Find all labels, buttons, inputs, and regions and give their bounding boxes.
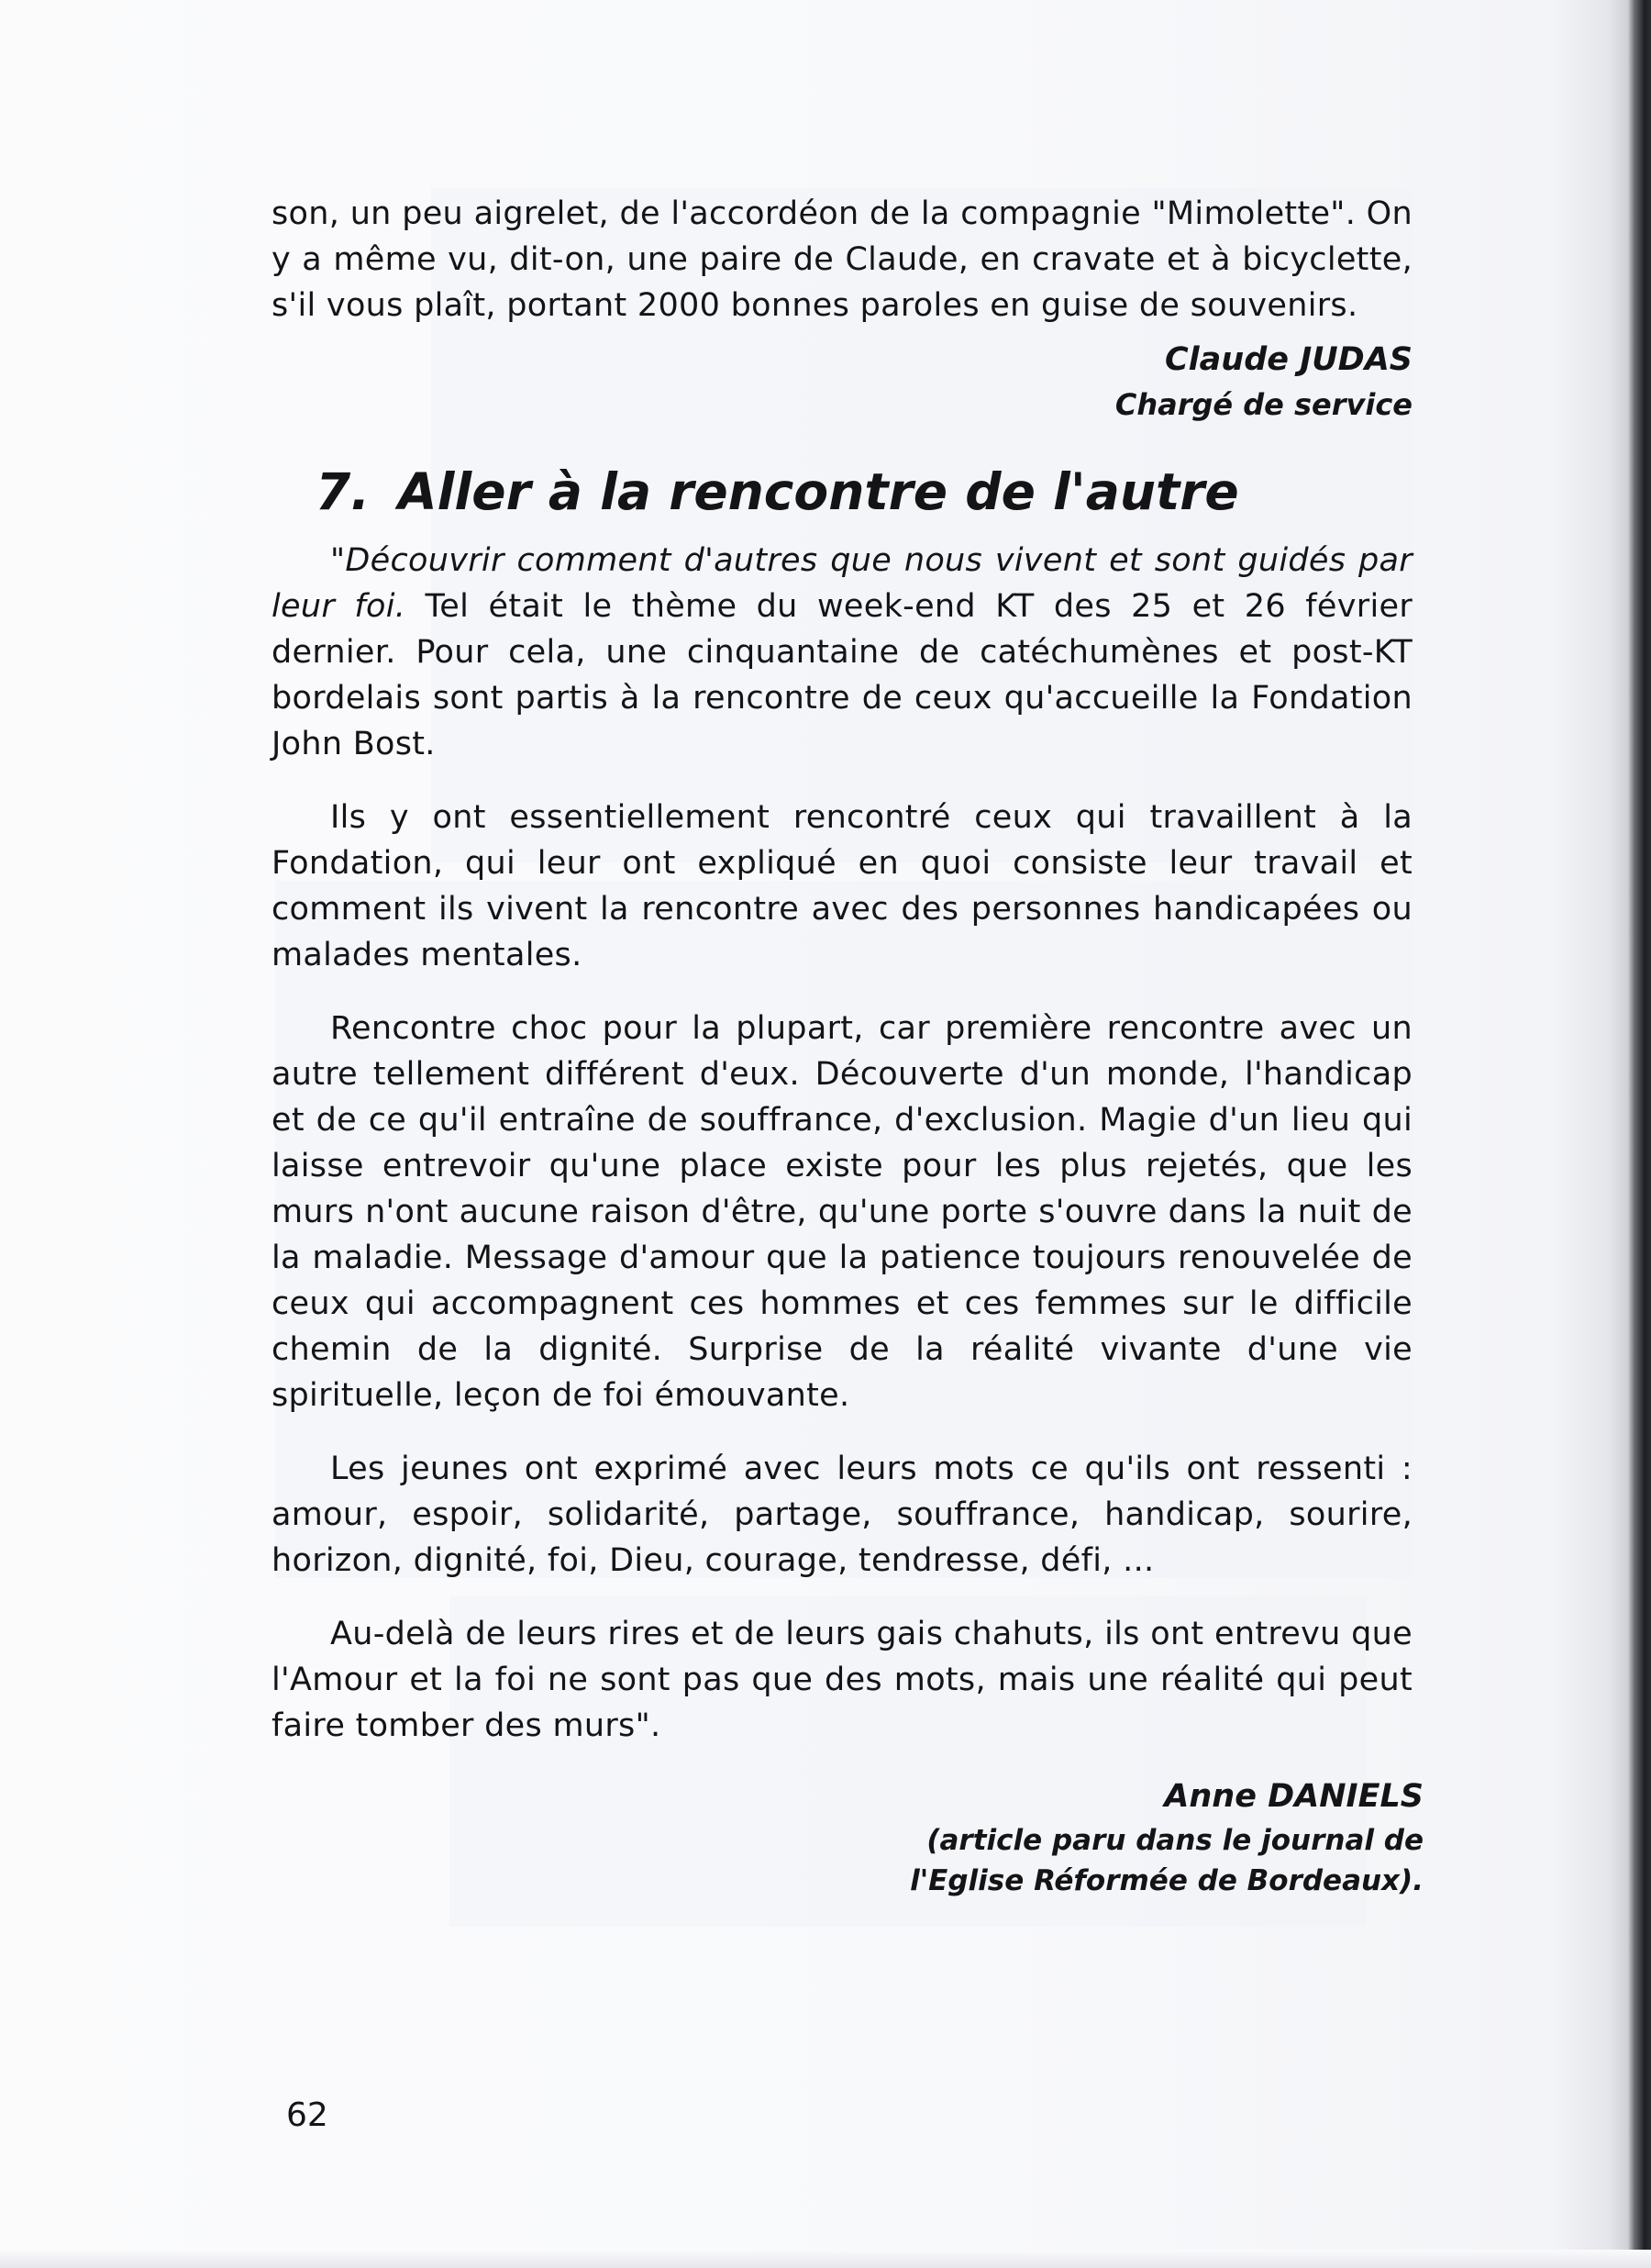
signature-block-1 [271, 336, 1413, 426]
signature-block-2 [271, 1773, 1424, 1901]
paragraph-gap [271, 1418, 1413, 1446]
paragraph-gap [271, 978, 1413, 1006]
paragraph-gap [271, 767, 1413, 795]
paragraph-1 [271, 538, 1413, 767]
paragraph-1-quote: "Découvrir comment d'autres que nous vivent et sont guidés par leur foi. [271, 542, 1413, 625]
article-body [271, 191, 1424, 1901]
paragraph-1-rest: Tel était le thème du week-end KT des 25 et 26 février dernier. Pour cela, une cinquantaine de catéchumènes et post-KT bordelais sont partis à la rencontre de ceux qu'accueille la Fondation John Bost. [271, 588, 1413, 762]
paragraph-4: Les jeunes ont exprimé avec leurs mots ce qu'ils ont ressenti : amour, espoir, solidarité, partage, souffrance, handicap, sourire, horizon, dignité, foi, Dieu, courage, tendresse, défi, ... [271, 1451, 1413, 1579]
source-note-line-1: (article paru dans le journal de [926, 1824, 1424, 1857]
signature-role: Chargé de service [1114, 387, 1413, 422]
section-heading [316, 462, 1413, 521]
continuation-paragraph: son, un peu aigrelet, de l'accordéon de la compagnie "Mimolette". On y a même vu, dit-on, une paire de Claude, en cravate et à bicyclette, s'il vous plaît, portant 2000 bonnes paroles en guise de souvenirs. [271, 195, 1413, 324]
page-number: 62 [286, 2096, 328, 2134]
author-name: Anne DANIELS [1164, 1778, 1424, 1815]
signature-name: Claude JUDAS [1165, 341, 1413, 378]
section-number: 7. [316, 462, 371, 521]
paragraph-gap [271, 1584, 1413, 1611]
source-note-line-2: l'Eglise Réformée de Bordeaux). [910, 1864, 1424, 1897]
paragraph-3: Rencontre choc pour la plupart, car première rencontre avec un autre tellement différent d'eux. Découverte d'un monde, l'handicap et de ce qu'il entraîne de souffrance, d'exclusion. Magie d'un lieu qui laisse entrevoir qu'une place existe pour les plus rejetés, que les murs n'ont aucune raison d'être, qu'une porte s'ouvre dans la nuit de la maladie. Message d'amour que la patience toujours renouvelée de ceux qui accompagnent ces hommes et ces femmes sur le difficile chemin de la dignité. Surprise de la réalité vivante d'une vie spirituelle, leçon de foi émouvante. [271, 1010, 1413, 1414]
section-title: Aller à la rencontre de l'autre [398, 462, 1239, 521]
paragraph-2: Ils y ont essentiellement rencontré ceux qui travaillent à la Fondation, qui leur ont expliqué en quoi consiste leur travail et comment ils vivent la rencontre avec des personnes handicapées ou malades mentales. [271, 799, 1413, 973]
paragraph-5: Au-delà de leurs rires et de leurs gais chahuts, ils ont entrevu que l'Amour et la foi ne sont pas que des mots, mais une réalité qui peut faire tomber des murs". [271, 1616, 1413, 1744]
page-bottom-edge [0, 2250, 1651, 2268]
